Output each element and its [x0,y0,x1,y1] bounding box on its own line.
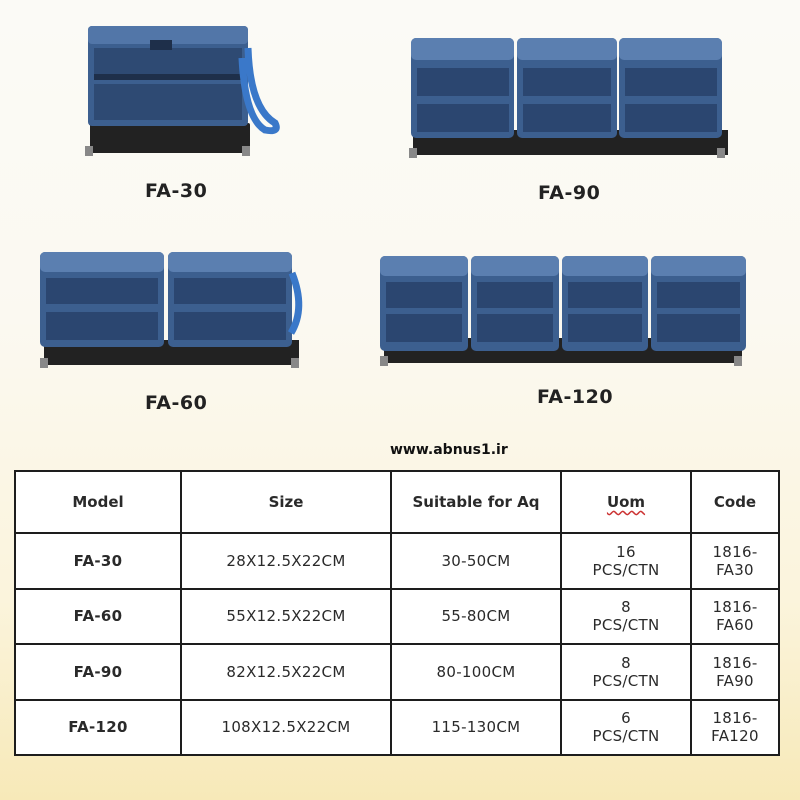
cell-uom [561,644,691,700]
product-image-fa90 [405,30,735,165]
product-label-fa60: FA-60 [145,392,208,414]
header-suitable: Suitable for Aq [391,471,561,533]
cell-uom-unit: PCS/CTN [592,560,660,579]
cell-model: FA-60 [15,589,181,645]
product-label-fa90: FA-90 [538,182,601,204]
cell-code: 1816-FA60 [691,589,779,645]
cell-uom-unit: PCS/CTN [592,727,660,746]
header-model: Model [15,471,181,533]
cell-size: 55X12.5X22CM [181,589,391,645]
product-image-fa120 [374,252,754,372]
header-uom [561,471,691,533]
cell-aq: 115-130CM [391,700,561,756]
cell-uom-qty: 8 [621,653,631,672]
cell-code: 1816-FA90 [691,644,779,700]
watermark-url: www.abnus1.ir [390,442,508,458]
product-image-fa60 [36,248,311,373]
product-label-fa120: FA-120 [537,386,614,408]
product-label-fa30: FA-30 [145,180,208,202]
cell-aq: 55-80CM [391,589,561,645]
table-header-row [15,471,779,533]
cell-uom-qty: 6 [621,709,631,728]
cell-uom-unit: PCS/CTN [592,616,660,635]
header-code: Code [691,471,779,533]
cell-uom [561,700,691,756]
product-image-fa30 [80,18,290,163]
cell-uom [561,589,691,645]
cell-uom-qty: 8 [621,598,631,617]
table-row [15,533,779,589]
cell-aq: 80-100CM [391,644,561,700]
spec-table [14,470,780,756]
header-size: Size [181,471,391,533]
cell-model: FA-90 [15,644,181,700]
cell-code: 1816-FA30 [691,533,779,589]
cell-uom-unit: PCS/CTN [592,671,660,690]
table-row [15,700,779,756]
cell-size: 82X12.5X22CM [181,644,391,700]
cell-uom [561,533,691,589]
table-row [15,589,779,645]
cell-aq: 30-50CM [391,533,561,589]
header-uom-label: Uom [606,493,646,511]
cell-model: FA-30 [15,533,181,589]
cell-code: 1816-FA120 [691,700,779,756]
cell-size: 28X12.5X22CM [181,533,391,589]
cell-model: FA-120 [15,700,181,756]
table-row [15,644,779,700]
cell-size: 108X12.5X22CM [181,700,391,756]
cell-uom-qty: 16 [616,542,636,561]
